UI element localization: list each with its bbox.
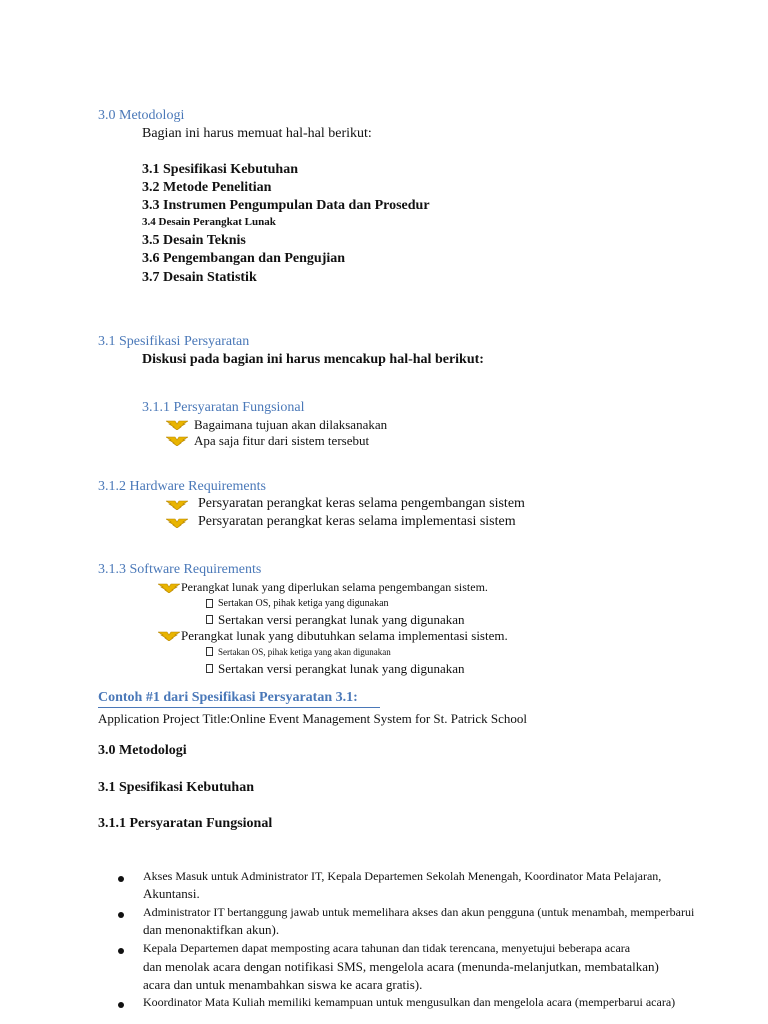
- bullet-line: Akuntansi.: [143, 886, 200, 901]
- example-heading-3-0: 3.0 Metodologi: [98, 743, 187, 758]
- list-item: Perangkat lunak yang dibutuhkan selama implementasi sistem.: [181, 628, 508, 643]
- section-intro-3-1: Diskusi pada bagian ini harus mencakup hal-hal berikut:: [142, 352, 484, 367]
- toc-item: 3.4 Desain Perangkat Lunak: [142, 216, 276, 228]
- sub-list-item: Sertakan versi perangkat lunak yang digunakan: [218, 612, 465, 627]
- toc-item: 3.3 Instrumen Pengumpulan Data dan Prosedur: [142, 198, 430, 213]
- list-item: Apa saja fitur dari sistem tersebut: [194, 433, 370, 448]
- toc-item: 3.5 Desain Teknis: [142, 233, 246, 248]
- bullet-line: dan menonaktifkan akun).: [143, 922, 280, 937]
- toc-item: 3.1 Spesifikasi Kebutuhan: [142, 162, 298, 177]
- example-heading-3-1: 3.1 Spesifikasi Kebutuhan: [98, 780, 254, 795]
- toc-item: 3.7 Desain Statistik: [142, 270, 257, 285]
- bullet-line: Administrator IT bertanggung jawab untuk memelihara akses dan akun pengguna (untuk menambah, memperbarui: [143, 905, 695, 919]
- square-bullet-icon: [206, 615, 213, 624]
- winged-bullet-icon: [166, 436, 188, 446]
- section-heading-3-1-3: 3.1.3 Software Requirements: [98, 562, 262, 577]
- section-heading-3-1-1: 3.1.1 Persyaratan Fungsional: [142, 400, 305, 415]
- bullet-icon: [118, 948, 124, 954]
- winged-bullet-icon: [158, 583, 180, 593]
- list-item: Bagaimana tujuan akan dilaksanakan: [194, 417, 388, 432]
- bullet-line: Kepala Departemen dapat memposting acara tahunan dan tidak terencana, menyetujui beberapa acara: [143, 941, 631, 955]
- bullet-icon: [118, 912, 124, 918]
- bullet-icon: [118, 1002, 124, 1008]
- bullet-line: Akses Masuk untuk Administrator IT, Kepala Departemen Sekolah Menengah, Koordinator Mata Pelajaran,: [143, 869, 662, 883]
- winged-bullet-icon: [166, 420, 188, 430]
- section-heading-3-1-2: 3.1.2 Hardware Requirements: [98, 479, 266, 494]
- sub-list-item: Sertakan OS, pihak ketiga yang akan digunakan: [218, 647, 391, 657]
- list-item: Perangkat lunak yang diperlukan selama pengembangan sistem.: [181, 580, 488, 594]
- winged-bullet-icon: [158, 631, 180, 641]
- toc-item: 3.6 Pengembangan dan Pengujian: [142, 251, 346, 266]
- example-heading: Contoh #1 dari Spesifikasi Persyaratan 3.1:: [98, 690, 358, 705]
- bullet-icon: [118, 876, 124, 882]
- bullet-line: acara dan untuk menambahkan siswa ke acara gratis).: [143, 977, 423, 992]
- bullet-line: Koordinator Mata Kuliah memiliki kemampuan untuk mengusulkan dan mengelola acara (memperbarui acara): [143, 995, 676, 1009]
- section-intro-3-0: Bagian ini harus memuat hal-hal berikut:: [142, 126, 372, 141]
- example-heading-3-1-1: 3.1.1 Persyaratan Fungsional: [98, 816, 273, 831]
- winged-bullet-icon: [166, 500, 188, 510]
- square-bullet-icon: [206, 664, 213, 673]
- example-heading-underline: [98, 707, 380, 708]
- square-bullet-icon: [206, 647, 213, 656]
- sub-list-item: Sertakan versi perangkat lunak yang digunakan: [218, 661, 465, 676]
- bullet-line: dan menolak acara dengan notifikasi SMS, mengelola acara (menunda-melanjutkan, membatalkan): [143, 959, 659, 974]
- winged-bullet-icon: [166, 518, 188, 528]
- sub-list-item: Sertakan OS, pihak ketiga yang digunakan: [218, 598, 389, 609]
- section-heading-3-1: 3.1 Spesifikasi Persyaratan: [98, 334, 250, 349]
- section-heading-3-0: 3.0 Metodologi: [98, 108, 185, 123]
- list-item: Persyaratan perangkat keras selama implementasi sistem: [198, 514, 516, 529]
- list-item: Persyaratan perangkat keras selama pengembangan sistem: [198, 496, 525, 511]
- project-title: Application Project Title:Online Event Management System for St. Patrick School: [98, 711, 527, 726]
- toc-item: 3.2 Metode Penelitian: [142, 180, 272, 195]
- square-bullet-icon: [206, 599, 213, 608]
